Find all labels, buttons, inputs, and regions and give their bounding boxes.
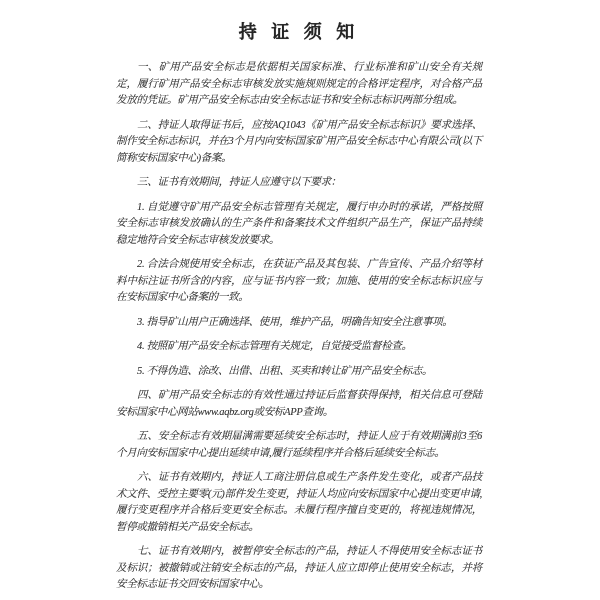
paragraph-7: 七、证书有效期内，被暂停安全标志的产品，持证人不得使用安全标志证书及标识；被撤销或注销安全标志的产品，持证人应立即停止使用安全标志，并将安全标志证书交回安标国家中心。 [116,546,482,590]
document-title: 持 证 须 知 [238,22,360,42]
document-body [116,60,482,594]
paragraph-3-item-1: 1. 自觉遵守矿用产品安全标志管理有关规定，履行申办时的承诺，严格按照安全标志审核发放确认的生产条件和备案技术文件组织产品生产，保证产品持续稳定地符合安全标志审核发放要求。 [116,201,482,246]
paragraph-3: 三、证书有效期间，持证人应遵守以下要求： [137,177,341,188]
paragraph-5: 五、安全标志有效期届满需要延续安全标志时，持证人应于有效期满前3至6个月向安标国家中心提出延续申请,履行延续程序并合格后延续安全标志。 [116,431,482,459]
paragraph-6: 六、证书有效期内，持证人工商注册信息或生产条件发生变化，或者产品技术文件、受控主要零(元)部件发生变更，持证人均应向安标国家中心提出变更申请,履行变更程序并合格后变更安全标志。未履行程序擅自变更的，将视违规情况，暂停或撤销相关产品安全标志。 [116,472,482,533]
paragraph-3-item-4: 4. 按照矿用产品安全标志管理有关规定，自觉接受监督检查。 [137,341,412,352]
paragraph-3-item-5: 5. 不得伪造、涂改、出借、出租、买卖和转让矿用产品安全标志。 [137,365,433,377]
paragraph-2: 二、持证人取得证书后，应按AQ1043《矿用产品安全标志标识》要求选择、制作安全标志标识，并在3个月内向安标国家矿用产品安全标志中心有限公司(以下简称安标国家中心)备案。 [116,119,482,164]
paragraph-3-item-2: 2. 合法合规使用安全标志，在获证产品及其包装、广告宣传、产品介绍等材料中标注证书所含的内容，应与证书内容一致；加施、使用的安全标志标识应与在安标国家中心备案的一致。 [116,259,482,303]
paragraph-1: 一、矿用产品安全标志是依据相关国家标准、行业标准和矿山安全有关规定，履行矿用产品安全标志审核发放实施规则规定的合格评定程序，对合格产品发放的凭证。矿用产品安全标志由安全标志证书和安全标志标识两部分组成。 [116,62,482,106]
paragraph-3-item-3: 3. 指导矿山用户正确选择、使用，维护产品，明确告知安全注意事项。 [137,316,453,328]
paragraph-4: 四、矿用产品安全标志的有效性通过持证后监督获得保持，相关信息可登陆安标国家中心网站www.aqbz.org或安标APP查询。 [116,390,482,418]
